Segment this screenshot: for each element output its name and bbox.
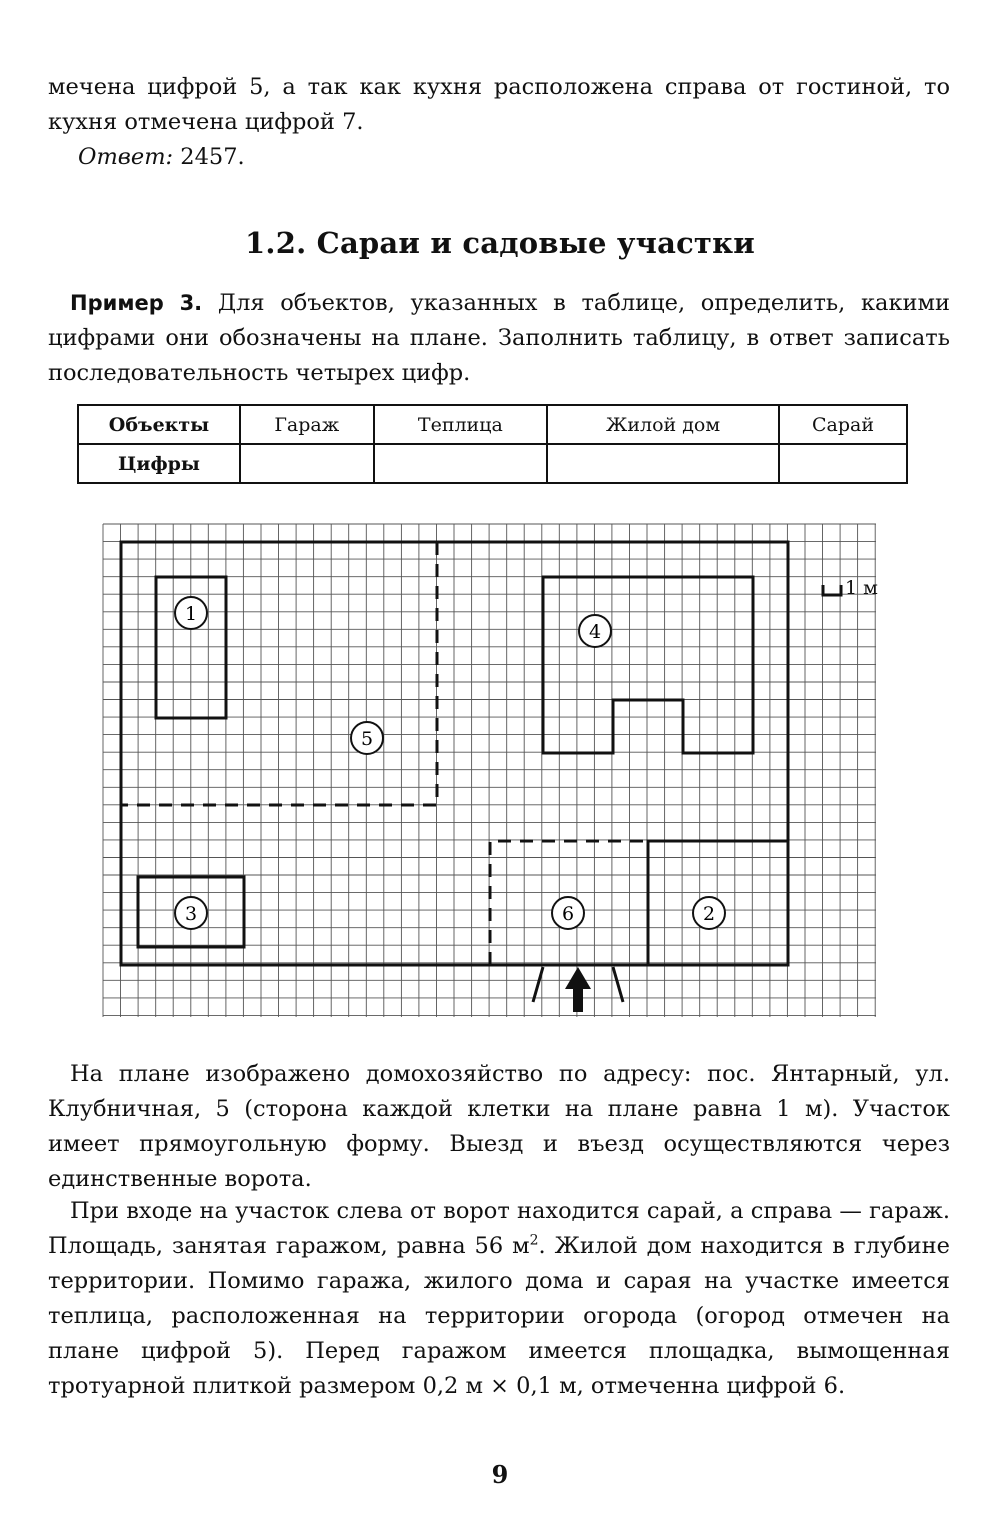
marker-6 [552,897,584,929]
description-paragraph: На плане изображено домохозяйство по адресу: пос. Янтарный, ул. Клубничная, 5 (сторона каждой клетки на плане равна 1 м). Участок имеет прямоугольную форму. Выезд и въезд осуществляются через единственные ворота. [48,1061,950,1192]
garden-border [121,542,437,805]
marker-2 [693,897,725,929]
marker-4 [579,615,611,647]
svg-text:4: 4 [588,621,602,643]
entrance-arrow-icon [565,967,591,1012]
column-shed: Сарай [779,405,907,444]
column-house: Жилой дом [547,405,779,444]
objects-row [78,405,907,444]
marker-5 [351,722,383,754]
section-title: 1.2. Сараи и садовые участки [245,226,755,260]
svg-text:1: 1 [184,603,198,625]
scale-label: 1 м [845,577,878,599]
answer-value: 2457. [180,144,245,170]
svg-text:5: 5 [360,728,374,750]
marker-3 [175,897,207,929]
marker-1 [175,597,207,629]
answer-label: Ответ: [78,144,174,170]
building-4 [543,577,753,753]
objects-table [77,404,908,484]
example-paragraph [48,286,950,391]
example-label: Пример 3. [70,291,203,315]
intro-paragraph: мечена цифрой 5, а так как кухня расположена справа от гостиной, то кухня отмечена цифрой 7. [48,74,950,135]
digit-cell-house[interactable] [547,444,779,483]
plan-grid [103,524,876,1017]
column-greenhouse: Теплица [374,405,548,444]
column-garage: Гараж [240,405,374,444]
digit-cell-garage[interactable] [240,444,374,483]
digit-cell-shed[interactable] [779,444,907,483]
details-paragraph: При входе на участок слева от ворот находится сарай, а справа — гараж. Площадь, занятая гаражом, равна 56 $м^2$. Жилой дом находится в глубине территории. Помимо гаража, жилого дома и сарая на участке имеется теплица, расположенная на территории огорода (огород отмечен на плане цифрой 5). Перед гаражом имеется площадка, вымощенная тротуарной плиткой размером 0,2 м × 0,1 м, отмеченна цифрой 6. [48,1198,950,1399]
svg-text:2: 2 [702,903,716,925]
answer-line [78,140,245,175]
scale-indicator [823,577,878,599]
objects-header: Объекты [78,405,240,444]
area-superscript: 2 [529,1232,539,1249]
svg-text:6: 6 [561,903,575,925]
digits-header: Цифры [78,444,240,483]
digits-row [78,444,907,483]
digit-cell-greenhouse[interactable] [374,444,548,483]
example-text: Для объектов, указанных в таблице, определить, какими цифрами они обозначены на плане. Заполнить таблицу, в ответ записать последовательность четырех цифр. [48,290,951,386]
page-number: 9 [491,1460,509,1489]
site-plan [0,515,1000,1025]
svg-text:3: 3 [184,903,198,925]
